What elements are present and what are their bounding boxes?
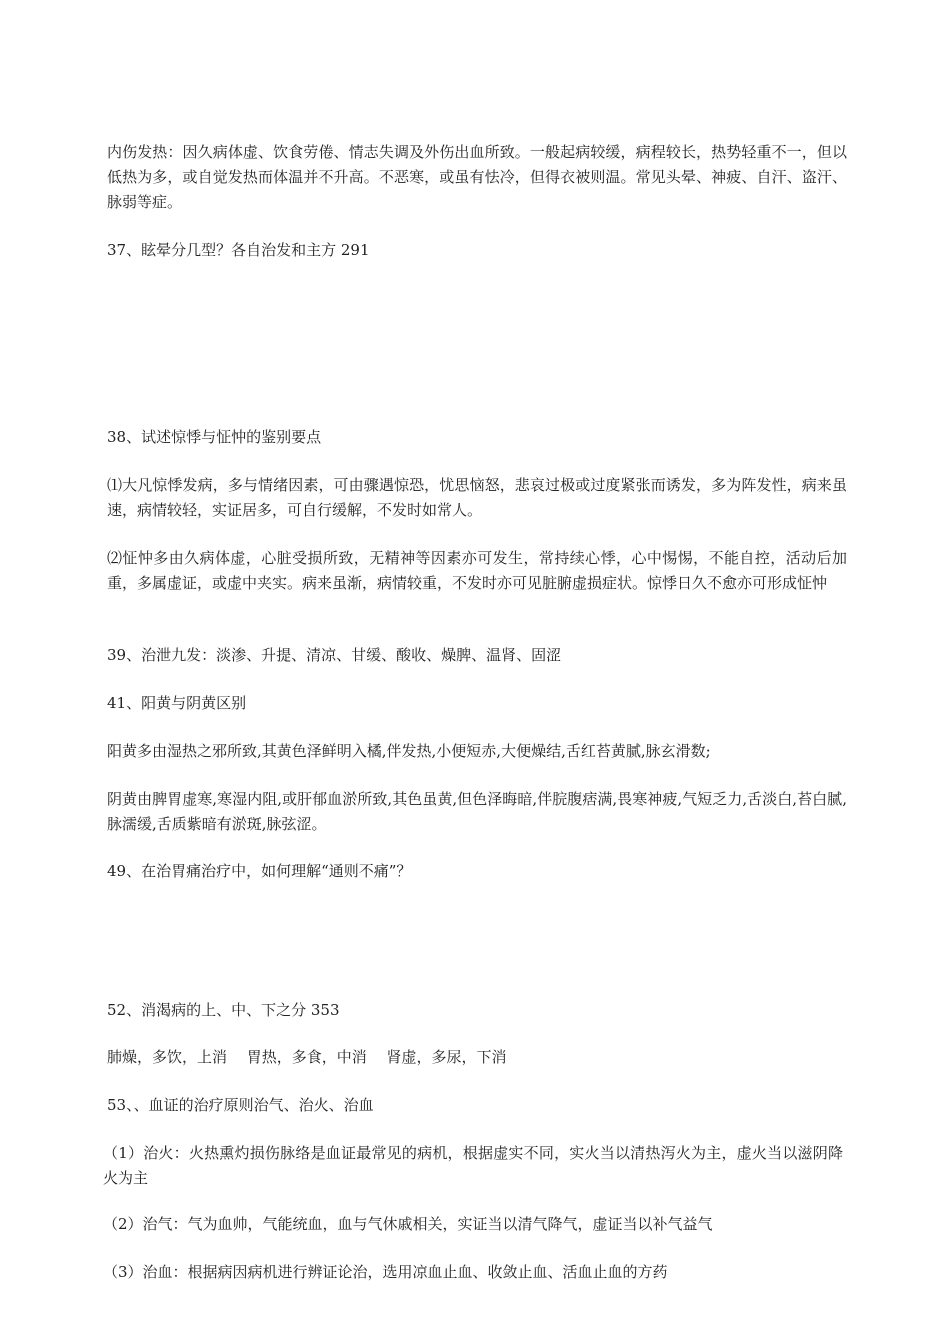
question-38-heading: 38、试述惊悸与怔忡的鉴别要点 [107, 428, 322, 446]
question-49-heading: 49、在治胃痛治疗中，如何理解“通则不痛”？ [107, 862, 412, 880]
paragraph-diabetes-types: 肺燥，多饮，上消 胃热，多食，中消 肾虚，多尿，下消 [107, 1048, 507, 1066]
paragraph-yin-jaundice: 阴黄由脾胃虚寒,寒湿内阻,或肝郁血淤所致,其色虽黄,但色泽晦暗,伴脘腹痞满,畏寒神疲,气短乏力,舌淡白,苔白腻,脉濡缓,舌质紫暗有淤斑,脉弦涩。 [107, 790, 847, 833]
paragraph-treat-fire: （1）治火：火热熏灼损伤脉络是血证最常见的病机，根据虚实不同，实火当以清热泻火为主，虚火当以滋阴降火为主 [103, 1144, 843, 1187]
paragraph-palpitation: ⑴大凡惊悸发病，多与情绪因素，可由骤遇惊恐，忧思恼怒，悲哀过极或过度紧张而诱发，多为阵发性，病来虽速，病情较轻，实证居多，可自行缓解，不发时如常人。 [107, 476, 847, 519]
paragraph-yang-jaundice: 阳黄多由湿热之邪所致,其黄色泽鲜明入橘,伴发热,小便短赤,大便燥结,舌红苔黄腻,脉玄滑数; [107, 742, 711, 760]
paragraph-internal-fever: 内伤发热：因久病体虚、饮食劳倦、情志失调及外伤出血所致。一般起病较缓，病程较长，热势轻重不一，但以低热为多，或自觉发热而体温并不升高。不恶寒，或虽有怯冷，但得衣被则温。常见头晕、神疲、自汗、盗汗、脉弱等症。 [107, 143, 847, 211]
paragraph-treat-qi: （2）治气：气为血帅，气能统血，血与气休戚相关，实证当以清气降气，虚证当以补气益气 [103, 1215, 713, 1233]
paragraph-treat-blood: （3）治血：根据病因病机进行辨证论治，选用凉血止血、收敛止血、活血止血的方药 [103, 1263, 668, 1281]
paragraph-severe-palpitation: ⑵怔忡多由久病体虚，心脏受损所致，无精神等因素亦可发生，常持续心悸，心中惕惕，不能自控，活动后加重，多属虚证，或虚中夹实。病来虽渐，病情较重，不发时亦可见脏腑虚损症状。惊悸日久不愈亦可形成怔忡 [107, 549, 847, 592]
question-41-heading: 41、阳黄与阴黄区别 [107, 694, 247, 712]
question-53-heading: 53、、血证的治疗原则治气、治火、治血 [107, 1096, 374, 1114]
question-52-heading: 52、消渴病的上、中、下之分 353 [107, 1001, 340, 1019]
question-39-line: 39、治泄九发：淡渗、升提、清凉、甘缓、酸收、燥脾、温肾、固涩 [107, 646, 562, 664]
question-37-heading: 37、眩晕分几型？各自治发和主方 291 [107, 241, 370, 259]
